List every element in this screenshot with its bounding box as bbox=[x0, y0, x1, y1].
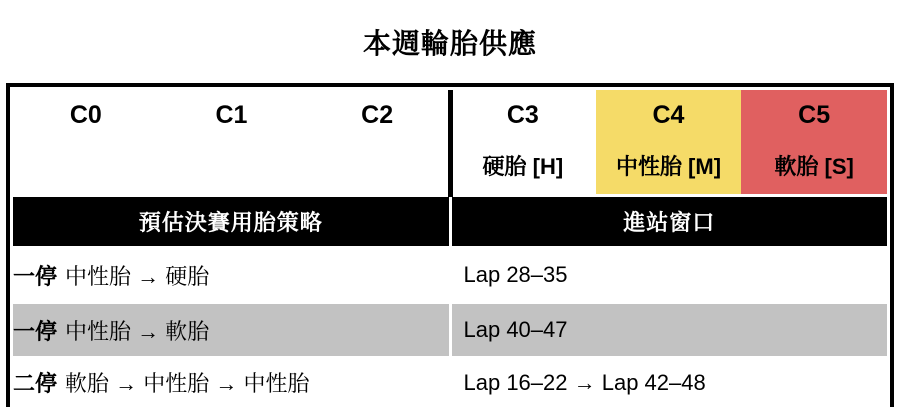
plan-text: 中性胎 → 軟胎 bbox=[65, 318, 210, 344]
compound-code: C2 bbox=[361, 101, 394, 129]
table-row bbox=[13, 359, 887, 406]
stops-label: 一停 bbox=[13, 318, 58, 344]
pit-window-cell bbox=[452, 249, 888, 301]
table-row bbox=[13, 249, 887, 301]
pit-window-cell bbox=[452, 359, 888, 406]
pit-window-text: Lap 28–35 bbox=[463, 262, 568, 287]
compound-label: 硬胎 [H] bbox=[482, 154, 564, 179]
compound-cell-c4 bbox=[596, 90, 742, 194]
strategy-plan-cell bbox=[13, 359, 449, 406]
table-row bbox=[13, 304, 887, 356]
compound-code: C0 bbox=[69, 101, 102, 129]
compound-cell-c3 bbox=[450, 90, 596, 194]
strategy-plan-cell bbox=[13, 304, 449, 356]
compound-header-right bbox=[450, 90, 887, 194]
stops-label: 二停 bbox=[13, 371, 58, 396]
plan-text: 中性胎 → 硬胎 bbox=[65, 263, 210, 289]
compound-cell-c5 bbox=[741, 90, 887, 194]
compound-code: C3 bbox=[506, 101, 539, 129]
compound-cell-c0 bbox=[13, 90, 159, 194]
plan-text: 軟胎 → 中性胎 → 中性胎 bbox=[65, 371, 310, 396]
compound-cell-c2 bbox=[304, 90, 450, 194]
compound-cell-c1 bbox=[159, 90, 305, 194]
compound-code: C1 bbox=[215, 101, 248, 129]
page-title: 本週輪胎供應 bbox=[362, 28, 537, 59]
strategy-header-row bbox=[13, 197, 887, 246]
compound-label: 中性胎 [M] bbox=[615, 154, 722, 179]
section-divider bbox=[448, 90, 453, 197]
pit-window-text: Lap 40–47 bbox=[463, 317, 568, 342]
pit-window-text: Lap 16–22 → Lap 42–48 bbox=[463, 369, 706, 395]
tyre-supply-table bbox=[6, 83, 894, 407]
stops-label: 一停 bbox=[13, 263, 58, 289]
strategy-header-left: 預估決賽用胎策略 bbox=[13, 197, 449, 246]
compound-header-left bbox=[13, 90, 450, 194]
strategy-header-right: 進站窗口 bbox=[452, 197, 888, 246]
compound-label: 軟胎 [S] bbox=[774, 154, 854, 179]
strategy-plan-cell bbox=[13, 249, 449, 301]
compound-code: C4 bbox=[652, 101, 685, 129]
pit-window-cell bbox=[452, 304, 888, 356]
compound-header-section bbox=[13, 90, 887, 194]
compound-code: C5 bbox=[798, 101, 831, 129]
